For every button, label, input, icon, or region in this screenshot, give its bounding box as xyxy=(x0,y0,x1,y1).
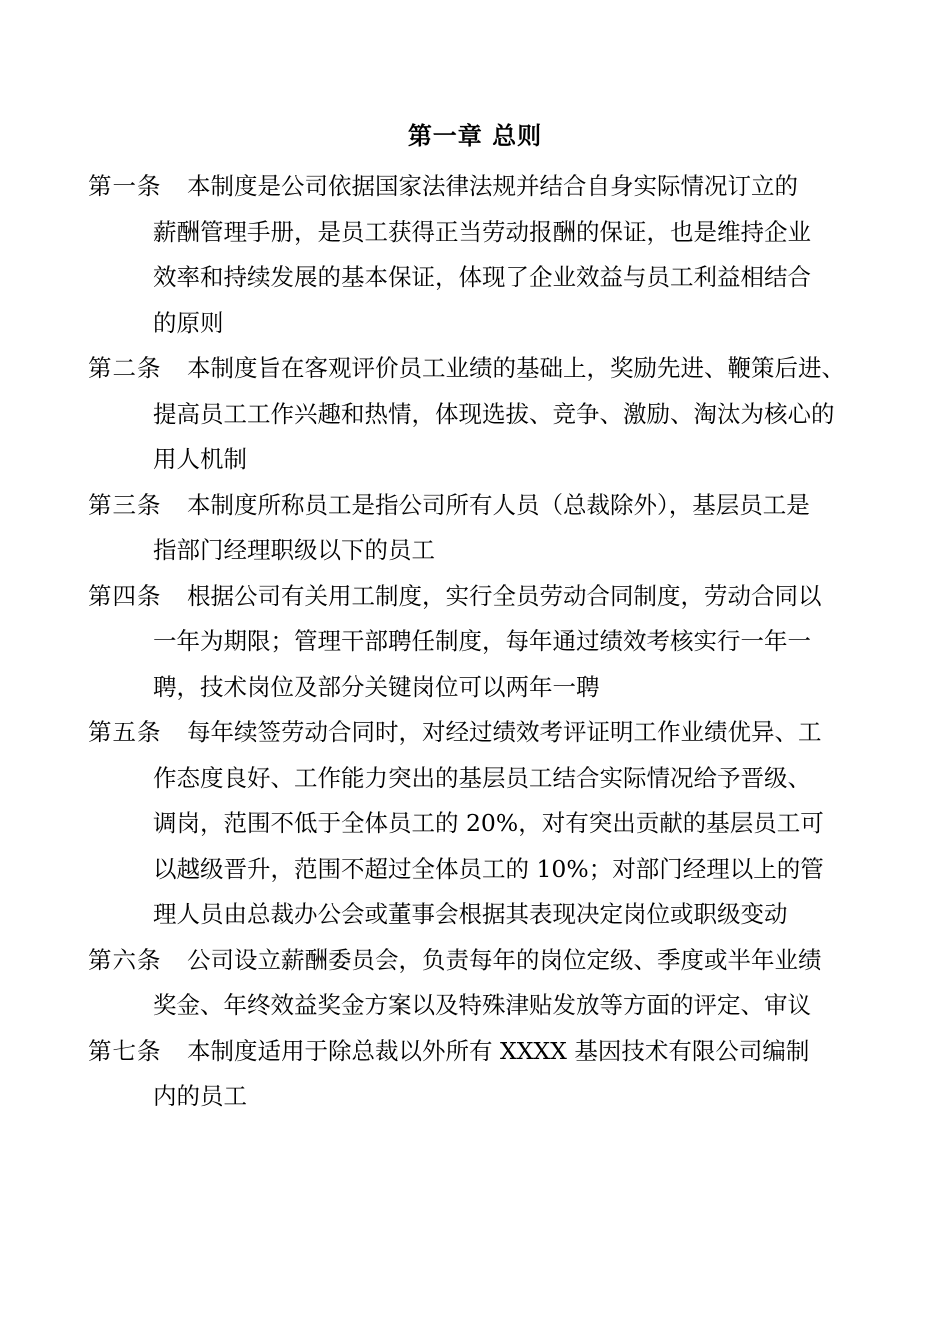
article-line: 每年续签劳动合同时，对经过绩效考评证明工作业绩优异、工 xyxy=(187,718,822,746)
article-line: 本制度适用于除总裁以外所有 XXXX 基因技术有限公司编制 xyxy=(187,1036,810,1065)
article-number: 第六条 xyxy=(88,945,162,974)
article-number: 第五条 xyxy=(88,718,162,746)
article-number: 第三条 xyxy=(88,490,162,519)
article-line: 效率和持续发展的基本保证，体现了企业效益与员工利益相结合 xyxy=(153,263,811,291)
article-line: 的原则 xyxy=(153,308,224,337)
article-line: 用人机制 xyxy=(153,445,247,473)
article-body xyxy=(153,346,878,483)
article-number: 第四条 xyxy=(88,581,162,610)
article-6 xyxy=(88,938,878,1029)
article-number: 第一条 xyxy=(88,172,162,200)
article-line: 理人员由总裁办公会或董事会根据其表现决定岗位或职级变动 xyxy=(153,900,788,928)
article-line: 提高员工工作兴趣和热情，体现选拔、竞争、激励、淘汰为核心的 xyxy=(153,399,835,428)
article-1 xyxy=(88,164,878,346)
article-line: 本制度所称员工是指公司所有人员（总裁除外），基层员工是 xyxy=(187,490,810,519)
article-line: 以越级晋升，范围不超过全体员工的 10%；对部门经理以上的管 xyxy=(153,854,824,883)
article-body xyxy=(153,483,878,574)
article-5 xyxy=(88,710,878,938)
article-body xyxy=(153,1029,878,1120)
article-7 xyxy=(88,1029,878,1120)
article-line: 公司设立薪酬委员会，负责每年的岗位定级、季度或半年业绩 xyxy=(187,945,822,974)
article-4 xyxy=(88,574,878,711)
article-body xyxy=(153,164,878,346)
article-line: 作态度良好、工作能力突出的基层员工结合实际情况给予晋级、 xyxy=(153,763,811,792)
article-line: 一年为期限；管理干部聘任制度，每年通过绩效考核实行一年一 xyxy=(153,627,811,655)
article-line: 根据公司有关用工制度，实行全员劳动合同制度，劳动合同以 xyxy=(187,581,822,610)
article-body xyxy=(153,938,878,1029)
article-line: 指部门经理职级以下的员工 xyxy=(153,536,435,564)
article-line: 聘，技术岗位及部分关键岗位可以两年一聘 xyxy=(153,672,600,701)
article-body xyxy=(153,574,878,711)
article-2 xyxy=(88,346,878,483)
article-line: 调岗，范围不低于全体员工的 20%，对有突出贡献的基层员工可 xyxy=(153,809,824,837)
article-line: 薪酬管理手册，是员工获得正当劳动报酬的保证，也是维持企业 xyxy=(153,217,811,246)
article-3 xyxy=(88,483,878,574)
article-line: 内的员工 xyxy=(153,1082,247,1110)
article-number: 第七条 xyxy=(88,1036,162,1065)
chapter-title: 第一章 总则 xyxy=(407,122,543,150)
article-list xyxy=(88,164,878,1120)
article-line: 本制度旨在客观评价员工业绩的基础上，奖励先进、鞭策后进、 xyxy=(187,354,845,382)
article-line: 本制度是公司依据国家法律法规并结合自身实际情况订立的 xyxy=(187,172,798,200)
article-line: 奖金、年终效益奖金方案以及特殊津贴发放等方面的评定、审议 xyxy=(153,991,811,1019)
article-body xyxy=(153,710,878,938)
article-number: 第二条 xyxy=(88,354,162,382)
